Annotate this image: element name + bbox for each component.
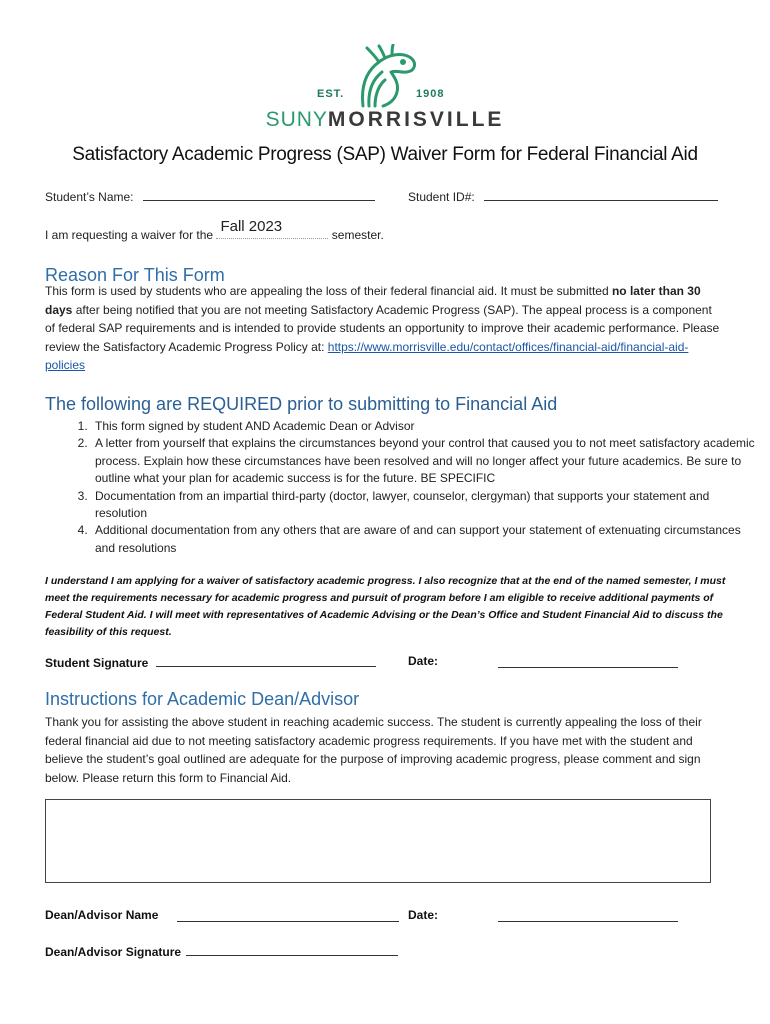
page-title: Satisfactory Academic Progress (SAP) Waiver Form for Federal Financial Aid [72, 144, 698, 165]
logo-est: EST. [317, 88, 345, 100]
instructions-heading: Instructions for Academic Dean/Advisor [45, 689, 360, 709]
student-statement: I understand I am applying for a waiver of satisfactory academic progress. I also recognize that at the end of the named semester, I must meet the requirements necessary for academic progress and pursuit of program before I am eligible to receive additional payments of Federal Student Aid. I will meet with representatives of Academic Advising or the Dean’s Office and Student Financial Aid to discuss the feasibility of this request. [45, 575, 726, 638]
sap-policy-link[interactable]: https://www.morrisville.edu/contact/offices/financial-aid/financial-aid-policies [45, 339, 689, 372]
required-list-container [45, 418, 761, 557]
student-id-row [408, 188, 718, 204]
required-list [45, 418, 761, 557]
student-date-row [498, 655, 678, 673]
reason-deadline: no later than 30 days [45, 284, 701, 317]
student-name-label: Student’s Name: [45, 190, 134, 204]
dean-date-row [498, 909, 678, 927]
waiver-suffix: semester. [331, 228, 384, 242]
suny-morrisville-logo [0, 40, 770, 135]
dean-name-row [177, 909, 399, 927]
logo-year: 1908 [416, 88, 445, 100]
student-signature-field[interactable] [156, 654, 376, 667]
student-date-field[interactable] [498, 655, 678, 668]
dean-signature-label: Dean/Advisor Signature [45, 945, 182, 959]
student-signature-row [45, 654, 376, 670]
dean-date-label: Date: [408, 908, 439, 922]
student-signature-label: Student Signature [45, 656, 149, 670]
dean-name-field[interactable] [177, 909, 399, 922]
waiver-row [45, 218, 384, 242]
semester-field[interactable] [216, 218, 328, 239]
student-id-field[interactable] [484, 188, 718, 201]
logo-suny: SUNY [265, 108, 328, 131]
required-heading: The following are REQUIRED prior to submitting to Financial Aid [45, 394, 558, 414]
student-name-row [45, 188, 375, 204]
advisor-comment-box[interactable] [45, 799, 711, 883]
instructions-text: Thank you for assisting the above student in reaching academic success. The student is currently appealing the loss of their federal financial aid due to not meeting satisfactory academic progress requirements. If you have met with the student and believe the student’s goal outlined are adequate for the purpose of improving academic progress, please comment and sign below. Please return this form to Financial Aid. [45, 715, 702, 785]
list-item: 3. Documentation from an impartial third-party (doctor, lawyer, counselor, clergyman) that supports your statement and resolution [91, 488, 761, 523]
waiver-prefix: I am requesting a waiver for the [45, 228, 214, 242]
dean-signature-field[interactable] [186, 943, 398, 956]
semester-value: Fall 2023 [220, 218, 283, 235]
list-item: 4. Additional documentation from any others that are aware of and can support your statement of extenuating circumstances and resolutions [91, 522, 761, 557]
student-id-label: Student ID#: [408, 190, 475, 204]
list-item: 2. A letter from yourself that explains the circumstances beyond your control that caused you to not meet satisfactory academic process. Explain how these circumstances have been resolved and will no longer affect your future academics. Be sure to outline what your plan for academic success is for the future. BE SPECIFIC [91, 435, 761, 487]
dean-name-label: Dean/Advisor Name [45, 908, 159, 922]
student-name-field[interactable] [143, 188, 375, 201]
logo-wordmark [0, 108, 770, 132]
reason-text-1: This form is used by students who are appealing the loss of their federal financial aid. It must be submitted [45, 284, 612, 298]
horse-head-icon [345, 44, 425, 114]
dean-signature-row [45, 943, 398, 959]
list-item: 1. This form signed by student AND Academic Dean or Advisor [91, 418, 761, 435]
student-date-label: Date: [408, 654, 439, 668]
reason-heading: Reason For This Form [45, 265, 225, 285]
dean-date-field[interactable] [498, 909, 678, 922]
reason-paragraph [45, 282, 725, 375]
reason-text-2: after being notified that you are not meeting Satisfactory Academic Progress (SAP). The appeal process is a component of federal SAP requirements and is intended to provide students an opportunity to improve their academic performance. Please review the Satisfactory Academic Progress Policy at: [45, 302, 720, 354]
logo-morrisville: MORRISVILLE [327, 108, 505, 131]
